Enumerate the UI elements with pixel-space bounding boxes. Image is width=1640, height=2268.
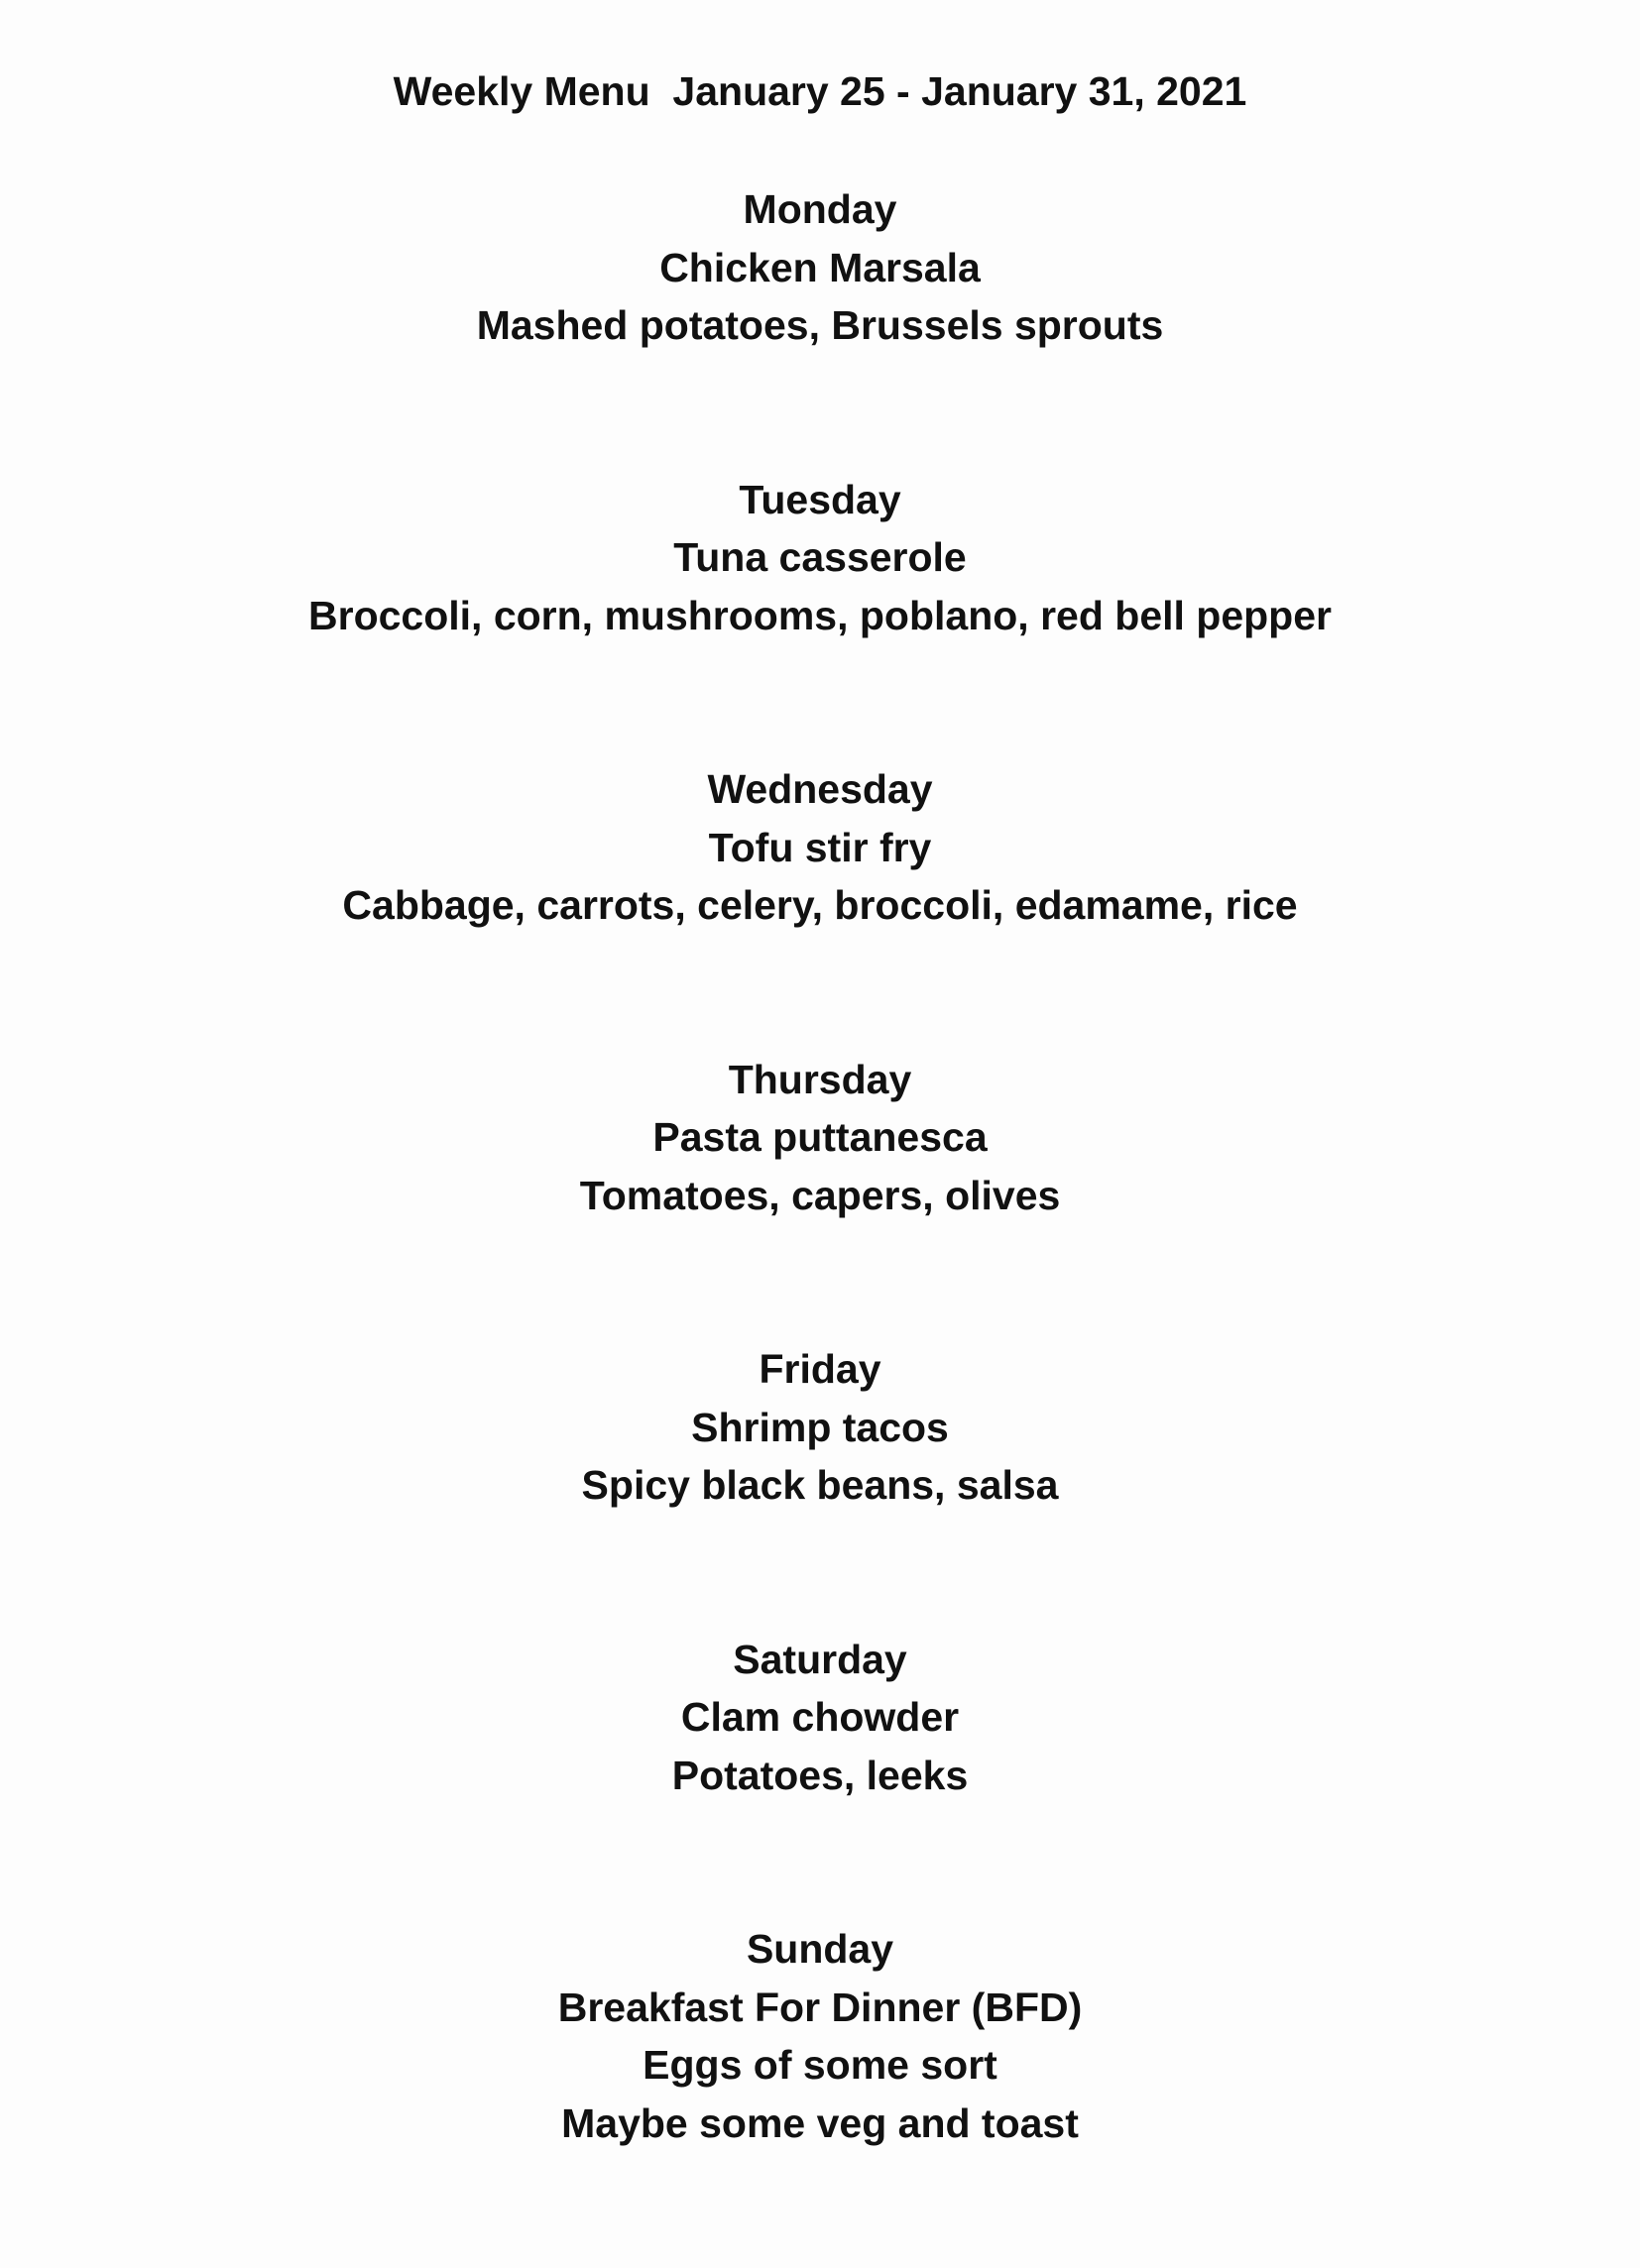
day-block-saturday: [0, 1631, 1640, 1805]
side-dishes: Maybe some veg and toast: [561, 2099, 1079, 2146]
day-block-wednesday: [0, 760, 1640, 935]
day-block-friday: [0, 1340, 1640, 1515]
day-heading: Tuesday: [739, 476, 901, 522]
side-dishes: Spicy black beans, salsa: [581, 1462, 1059, 1508]
main-dish: Shrimp tacos: [691, 1404, 949, 1450]
day-heading: Thursday: [728, 1056, 912, 1102]
main-dish: Breakfast For Dinner (BFD): [557, 1984, 1083, 2030]
main-dish: Tofu stir fry: [708, 824, 932, 870]
side-dishes: Mashed potatoes, Brussels sprouts: [476, 302, 1164, 348]
side-dishes: Tomatoes, capers, olives: [579, 1172, 1061, 1218]
day-block-monday: [0, 180, 1640, 355]
day-heading: Monday: [743, 186, 897, 232]
day-heading: Friday: [759, 1346, 881, 1392]
day-heading: Wednesday: [707, 766, 933, 812]
main-dish: Chicken Marsala: [659, 244, 981, 290]
day-block-sunday: [0, 1920, 1640, 2152]
day-heading: Sunday: [746, 1926, 894, 1972]
day-block-thursday: [0, 1051, 1640, 1225]
main-dish: Pasta puttanesca: [652, 1114, 988, 1160]
day-block-tuesday: [0, 471, 1640, 645]
day-heading: Saturday: [733, 1636, 907, 1682]
weekly-menu: [0, 180, 1640, 2268]
side-dishes: Potatoes, leeks: [671, 1752, 969, 1798]
side-dishes: Eggs of some sort: [643, 2042, 997, 2088]
side-dishes: Broccoli, corn, mushrooms, poblano, red bell pepper: [308, 592, 1332, 638]
page-title: Weekly Menu January 25 - January 31, 2021: [393, 68, 1247, 114]
main-dish: Tuna casserole: [673, 534, 967, 580]
main-dish: Clam chowder: [680, 1694, 960, 1740]
side-dishes: Cabbage, carrots, celery, broccoli, edamame, rice: [342, 882, 1298, 928]
